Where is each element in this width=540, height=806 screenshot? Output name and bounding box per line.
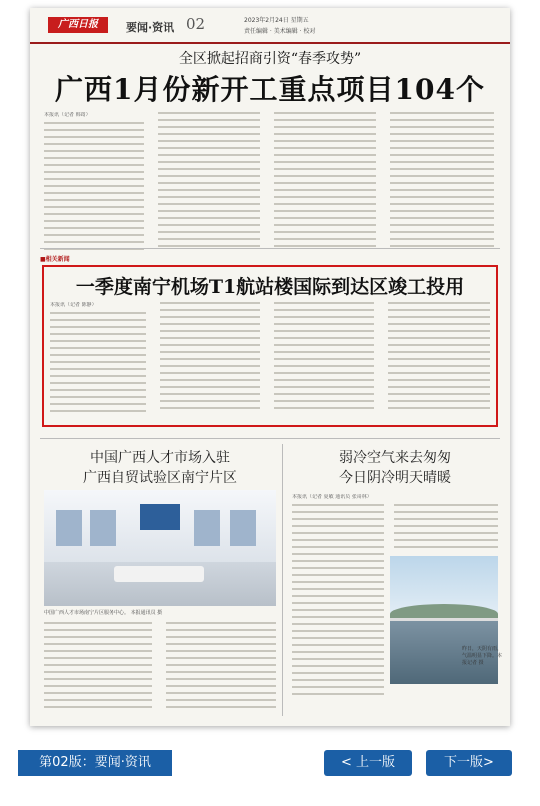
next-page-button[interactable]: 下一版>	[426, 750, 512, 776]
newspaper-logo: 广西日报	[48, 17, 108, 33]
talent-market-photo	[44, 490, 276, 606]
column-divider	[282, 444, 283, 716]
lead-column-2	[158, 112, 260, 252]
article3-column-2	[166, 622, 276, 713]
article2-byline: 本报讯（记者 陈静）	[50, 302, 97, 308]
article4-column-1	[292, 504, 384, 700]
article3-title-line1: 中国广西人才市场入驻	[90, 450, 230, 466]
lead-byline: 本报讯（记者 韩筠）	[44, 112, 91, 118]
article3-column-1	[44, 622, 152, 713]
article4-title-line2: 今日阴冷明天晴暖	[339, 470, 451, 486]
article4-byline: 本报讯（记者 夏敏 通讯员 张哥林）	[292, 494, 372, 500]
article3-photo-caption: 中国广西人才市场南宁片区服务中心。 本报通讯员 摄	[44, 610, 163, 616]
article3-title[interactable]	[40, 448, 280, 488]
article3-title-line2: 广西自贸试验区南宁片区	[83, 470, 237, 486]
prev-page-button[interactable]: < 上一版	[324, 750, 412, 776]
section-name: 要闻·资讯	[126, 21, 175, 34]
article2-column-2	[160, 302, 260, 414]
related-news-tag: ■相关新闻	[40, 256, 70, 263]
article4-title-line1: 弱冷空气来去匆匆	[339, 450, 451, 466]
article2-column-4	[388, 302, 490, 414]
article4-column-2	[394, 504, 498, 553]
lead-kicker: 全区掀起招商引资“春季攻势”	[178, 51, 362, 67]
lead-headline: 广西1月份新开工重点项目104个	[55, 73, 485, 106]
divider	[40, 438, 500, 439]
lead-column-3	[274, 112, 376, 252]
masthead	[30, 8, 510, 44]
article2-column-1	[50, 312, 146, 417]
article4-photo-caption: 昨日，天阴有雨，气温明显下降。本报记者 摄	[462, 646, 503, 666]
divider	[40, 248, 500, 249]
article4-title[interactable]	[288, 448, 502, 488]
article2-column-3	[274, 302, 374, 414]
page-label: 第02版：要闻·资讯	[18, 750, 172, 776]
page-number: 02	[186, 15, 206, 33]
editors-line: 责任编辑 · 美术编辑 · 校对	[244, 28, 316, 35]
date-line: 2023年2月24日 星期五	[244, 17, 309, 24]
lead-column-4	[390, 112, 494, 252]
newspaper-page	[30, 8, 510, 726]
article2-headline[interactable]: 一季度南宁机场T1航站楼国际到达区竣工投用	[75, 276, 465, 298]
lead-column-1	[44, 122, 144, 255]
